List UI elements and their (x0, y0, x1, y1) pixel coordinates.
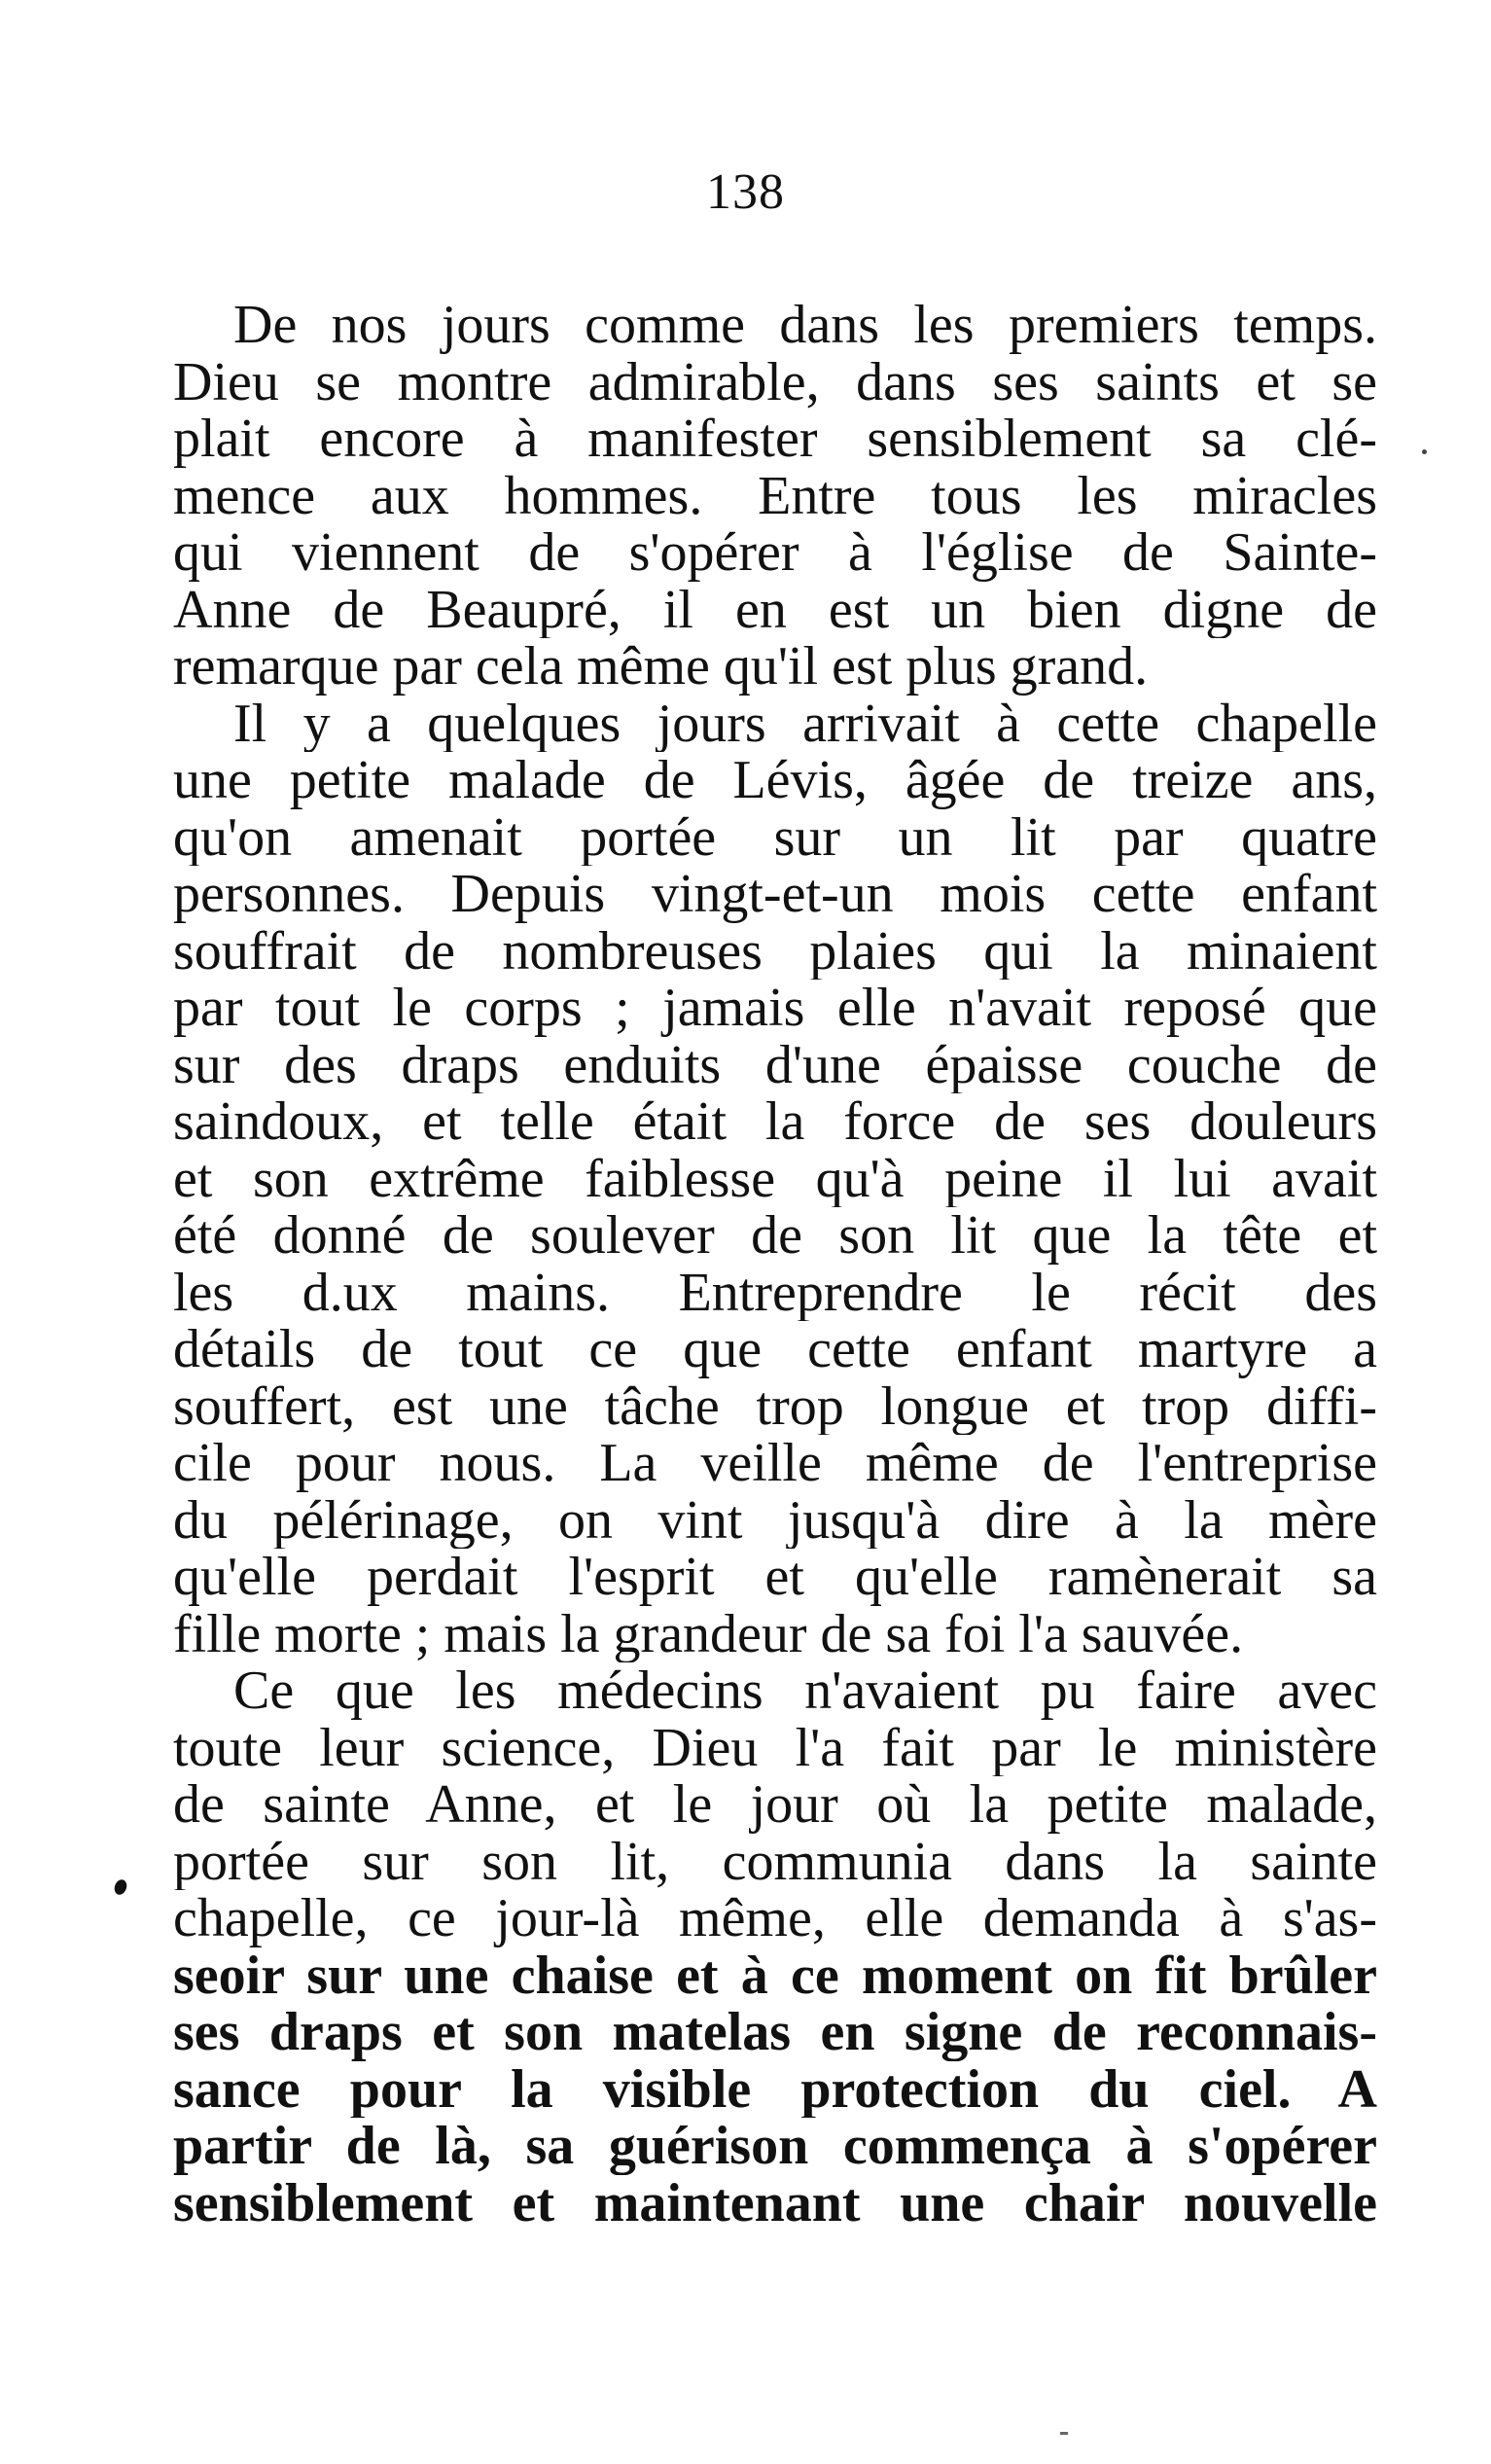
text-line: De nos jours comme dans les premiers temps. (233, 297, 1377, 354)
text-line: toute leur science, Dieu l'a fait par le ministère (173, 1719, 1377, 1776)
text-line: été donné de soulever de son lit que la tête et (173, 1207, 1377, 1265)
text-line: et son extrême faiblesse qu'à peine il lui avait (173, 1150, 1377, 1207)
text-line: mence aux hommes. Entre tous les miracles (173, 467, 1377, 524)
body-text (173, 297, 1377, 2232)
text-line: de sainte Anne, et le jour où la petite malade, (173, 1776, 1377, 1834)
text-line: Il y a quelques jours arrivait à cette chapelle (233, 695, 1377, 752)
text-line: sur des draps enduits d'une épaisse couche de (173, 1036, 1377, 1093)
text-line: chapelle, ce jour-là même, elle demanda à s'as- (173, 1890, 1377, 1947)
margin-ink-mark (113, 1877, 129, 1896)
margin-speck (1422, 449, 1427, 454)
text-line: partir de là, sa guérison commença à s'opérer (173, 2118, 1377, 2175)
text-line: fille morte ; mais la grandeur de sa foi l'a sauvée. (173, 1605, 1244, 1662)
text-line: souffrait de nombreuses plaies qui la minaient (173, 922, 1377, 980)
text-line: détails de tout ce que cette enfant martyre a (173, 1321, 1377, 1378)
text-line: sance pour la visible protection du ciel. A (173, 2060, 1377, 2118)
text-line: du pélérinage, on vint jusqu'à dire à la mère (173, 1491, 1377, 1549)
bottom-speck (1060, 2432, 1068, 2435)
text-line: sensiblement et maintenant une chair nouvelle (173, 2174, 1377, 2232)
page-number: 138 (706, 164, 785, 220)
text-line: remarque par cela même qu'il est plus grand. (173, 638, 1149, 696)
text-line: plait encore à manifester sensiblement sa clé- (173, 411, 1377, 468)
text-line: ses draps et son matelas en signe de reconnais- (173, 2004, 1377, 2061)
text-line: saindoux, et telle était la force de ses douleurs (173, 1093, 1377, 1151)
text-line: souffert, est une tâche trop longue et trop diffi- (173, 1377, 1377, 1435)
text-line: les d.ux mains. Entreprendre le récit des (173, 1264, 1377, 1321)
text-line: qui viennent de s'opérer à l'église de Sainte- (173, 524, 1377, 582)
text-line: Anne de Beaupré, il en est un bien digne de (173, 581, 1377, 638)
text-line: portée sur son lit, communia dans la sainte (173, 1833, 1377, 1890)
text-line: Ce que les médecins n'avaient pu faire avec (233, 1662, 1377, 1720)
text-line: par tout le corps ; jamais elle n'avait reposé que (173, 980, 1377, 1037)
text-line: Dieu se montre admirable, dans ses saints et se (173, 353, 1377, 411)
text-line: qu'elle perdait l'esprit et qu'elle ramènerait sa (173, 1549, 1377, 1606)
text-line: une petite malade de Lévis, âgée de treize ans, (173, 752, 1377, 809)
text-line: qu'on amenait portée sur un lit par quatre (173, 808, 1377, 866)
text-line: seoir sur une chaise et à ce moment on fit brûler (173, 1946, 1377, 2004)
text-line: cile pour nous. La veille même de l'entreprise (173, 1435, 1377, 1492)
text-line: personnes. Depuis vingt-et-un mois cette enfant (173, 866, 1377, 923)
